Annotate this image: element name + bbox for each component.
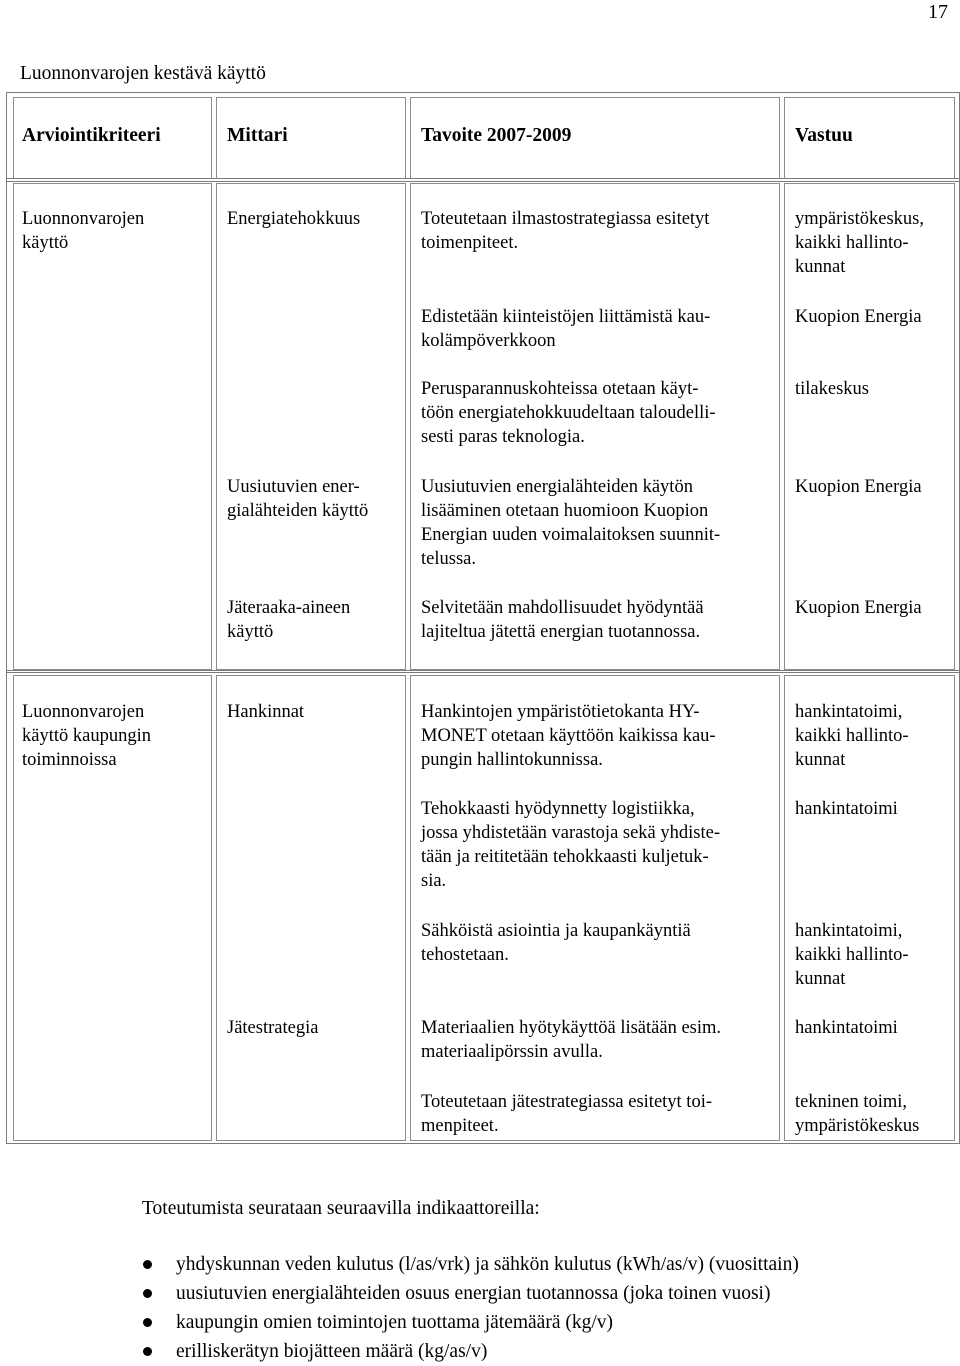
group1-responsible-1: ympäristökeskus, kaikki hallinto- kunnat [795,209,924,277]
group1-goal-5: Selvitetään mahdollisuudet hyödyntää lajiteltua jätettä energian tuotannossa. [421,598,704,642]
indicator-list [142,1250,799,1366]
group2-goal-5: Toteutetaan jätestrategiassa esitetyt toi- menpiteet. [421,1092,712,1136]
group1-goal-2: Edistetään kiinteistöjen liittämistä kau- kolämpöverkkoon [421,307,711,351]
header-responsible: Vastuu [795,125,853,146]
group2-goal-3: Sähköistä asiointia ja kaupankäyntiä tehostetaan. [421,921,691,965]
group2-responsible-4: hankintatoimi [795,1018,898,1038]
group2-measure-1: Hankinnat [227,702,305,722]
group2-responsible-5: tekninen toimi, ympäristökeskus [795,1092,920,1136]
section-title: Luonnonvarojen kestävä käyttö [20,63,266,84]
group2-goal-2: Tehokkaasti hyödynnetty logistiikka, jossa yhdistetään varastoja sekä yhdiste- tään ja reititetään tehokkaasti kuljetuk- sia. [421,799,720,891]
group1-goal-3: Perusparannuskohteissa otetaan käyt- töön energiatehokkuudeltaan taloudelli- sesti paras teknologia. [421,379,716,447]
group2-responsible-2: hankintatoimi [795,799,898,819]
header-measure: Mittari [227,125,288,146]
group2-goal-1: Hankintojen ympäristötietokanta HY- MONET otetaan käyttöön kaikissa kau- pungin hallintokunnissa. [421,702,716,770]
group2-goal-4: Materiaalien hyötykäyttöä lisätään esim. materiaalipörssin avulla. [421,1018,722,1062]
group1-criterion: Luonnonvarojen käyttö [22,209,145,253]
group1-responsible-2: Kuopion Energia [795,307,922,327]
group2-criterion: Luonnonvarojen käyttö kaupungin toiminnoissa [22,702,151,770]
indicators-intro: Toteutumista seurataan seuraavilla indikaattoreilla: [142,1198,540,1219]
header-criterion: Arviointikriteeri [22,125,161,146]
indicator-item: erilliskerätyn biojätteen määrä (kg/as/v) [142,1337,799,1366]
group1-criterion-cell [13,183,212,670]
group2-responsible-1: hankintatoimi, kaikki hallinto- kunnat [795,702,909,770]
indicator-item: uusiutuvien energialähteiden osuus energian tuotannossa (joka toinen vuosi) [142,1279,799,1308]
group1-measure-3: Jäteraaka-aineen käyttö [227,598,351,642]
group2-measure-2: Jätestrategia [227,1018,319,1038]
indicator-item: kaupungin omien toimintojen tuottama jätemäärä (kg/v) [142,1308,799,1337]
group1-responsible-4: Kuopion Energia [795,477,922,497]
group1-responsible-3: tilakeskus [795,379,869,399]
page-number: 17 [928,1,948,23]
group1-goal-4: Uusiutuvien energialähteiden käytön lisääminen otetaan huomioon Kuopion Energian uuden voimalaitoksen suunnit- telussa. [421,477,721,569]
group1-measure-1: Energiatehokkuus [227,209,361,229]
group1-responsible-5: Kuopion Energia [795,598,922,618]
indicator-item: yhdyskunnan veden kulutus (l/as/vrk) ja sähkön kulutus (kWh/as/v) (vuosittain) [142,1250,799,1279]
header-goal: Tavoite 2007-2009 [421,125,572,146]
group1-measure-2: Uusiutuvien ener- gialähteiden käyttö [227,477,369,521]
group2-measure-cell [216,675,406,1141]
group1-goal-1: Toteutetaan ilmastostrategiassa esitetyt toimenpiteet. [421,209,710,253]
group2-responsible-3: hankintatoimi, kaikki hallinto- kunnat [795,921,909,989]
